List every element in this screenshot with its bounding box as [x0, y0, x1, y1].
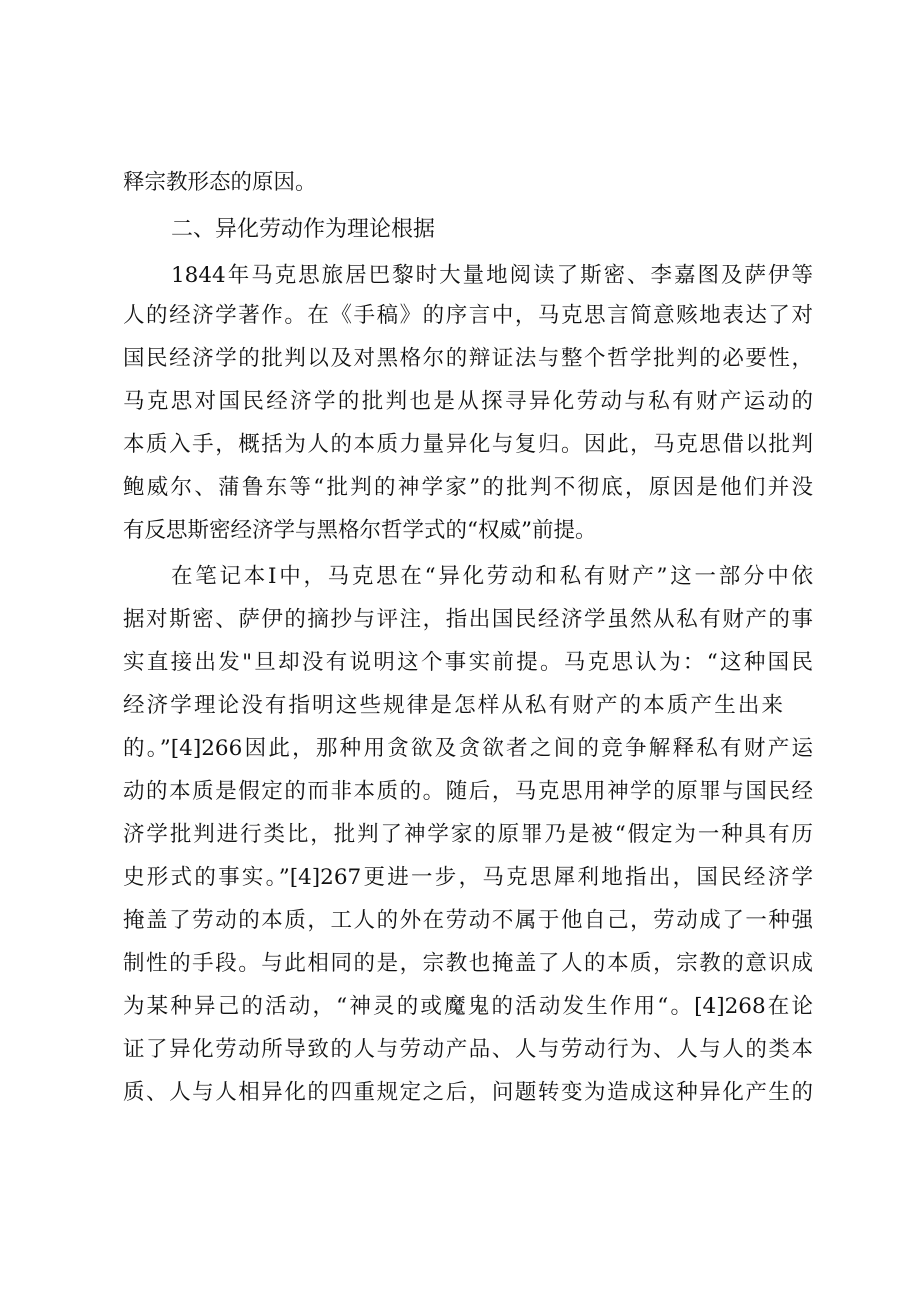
paragraph-line: 质、人与人相异化的四重规定之后，问题转变为造成这种异化产生的	[123, 1080, 813, 1105]
paragraph-line: 马克思对国民经济学的批判也是从探寻异化劳动与私有财产运动的	[123, 389, 813, 414]
paragraph-line: 济学批判进行类比，批判了神学家的原罪乃是被“假定为一种具有历	[123, 822, 813, 847]
paragraph-line: 动的本质是假定的而非本质的。随后，马克思用神学的原罪与国民经	[123, 779, 813, 804]
paragraph-line: 为某种异己的活动，“神灵的或魔鬼的活动发生作用“。[4]268在论	[123, 994, 813, 1019]
paragraph-line: 人的经济学著作。在《手稿》的序言中，马克思言简意赅地表达了对	[123, 303, 813, 328]
paragraph-line: 掩盖了劳动的本质，工人的外在劳动不属于他自己，劳动成了一种强	[123, 908, 813, 933]
paragraph-line: 制性的手段。与此相同的是，宗教也掩盖了人的本质，宗教的意识成	[123, 951, 813, 976]
paragraph-line: 实直接出发"旦却没有说明这个事实前提。马克思认为：“这种国民	[123, 650, 813, 675]
paragraph-line: 1844年马克思旅居巴黎时大量地阅读了斯密、李嘉图及萨伊等	[171, 263, 813, 288]
paragraph-line: 在笔记本I中，马克思在“异化劳动和私有财产”这一部分中依	[171, 564, 813, 589]
paragraph-line: 本质入手，概括为人的本质力量异化与复归。因此，马克思借以批判	[123, 432, 813, 457]
paragraph-line: 史形式的事实。”[4]267更进一步，马克思犀利地指出，国民经济学	[123, 865, 813, 890]
paragraph-line: 据对斯密、萨伊的摘抄与评注，指出国民经济学虽然从私有财产的事	[123, 607, 813, 632]
paragraph-line: 有反思斯密经济学与黑格尔哲学式的“权威”前提。	[123, 518, 597, 543]
paragraph-line: 鲍威尔、蒲鲁东等“批判的神学家”的批判不彻底，原因是他们并没	[123, 475, 813, 500]
paragraph-line: 经济学理论没有指明这些规律是怎样从私有财产的本质产生出来	[123, 693, 783, 718]
section-heading: 二、异化劳动作为理论根据	[171, 217, 436, 242]
paragraph-line: 的。”[4]266因此，那种用贪欲及贪欲者之间的竞争解释私有财产运	[123, 736, 813, 761]
paragraph-line: 释宗教形态的原因。	[123, 170, 317, 195]
paragraph-line: 国民经济学的批判以及对黑格尔的辩证法与整个哲学批判的必要性，	[123, 346, 813, 371]
paragraph-line: 证了异化劳动所导致的人与劳动产品、人与劳动行为、人与人的类本	[123, 1037, 813, 1062]
